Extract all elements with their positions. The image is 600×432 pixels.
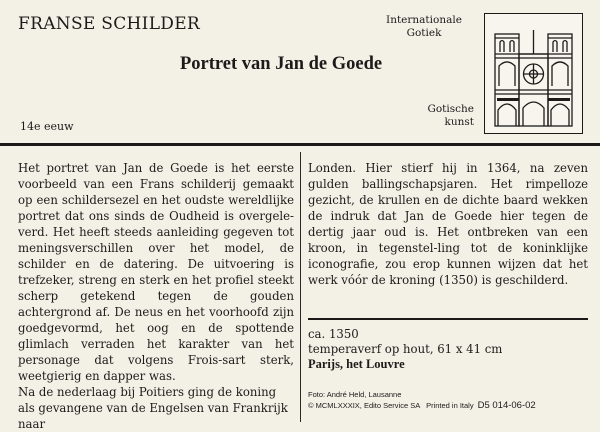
header-rule <box>0 143 600 146</box>
style-bottom-line-1: Gotische <box>427 103 474 115</box>
artwork-date: ca. 1350 <box>308 327 359 341</box>
column-divider <box>300 152 301 422</box>
body-text-right <box>308 160 588 288</box>
style-label-top <box>378 14 470 40</box>
gothic-cathedral-icon <box>484 13 583 134</box>
style-label-bottom <box>400 103 474 129</box>
credits <box>308 389 592 411</box>
style-bottom-line-2: kunst <box>444 116 474 128</box>
body-text-left <box>18 160 294 432</box>
card-code: D5 014-06-02 <box>477 400 536 411</box>
artwork-location: Parijs, het Louvre <box>308 357 405 371</box>
artwork-info <box>308 327 502 372</box>
copyright-line: © MCMLXXXIX, Edito Service SA Printed in Italy <box>308 401 474 410</box>
series-title: FRANSE SCHILDER <box>18 14 201 34</box>
paragraph: Na de nederlaag bij Poitiers ging de koning als gevangene van de Engelsen van Frankrijk naar <box>18 385 288 431</box>
style-top-line-1: Internationale <box>386 14 462 26</box>
paragraph: Londen. Hier stierf hij in 1364, na zeven gulden ballingschapsjaren. Het rimpelloze gezicht, de krullen en de dichte baard wekken de indruk dat Jan de Goede hier tegen de dertig jaar oud is. Het ontbreken van een kroon, in tegenstel-ling tot de koninklijke iconografie, zou erop kunnen wijzen dat het werk vóór de kroning (1350) is geschilderd. <box>308 161 588 287</box>
style-top-line-2: Gotiek <box>406 27 442 39</box>
paragraph: Het portret van Jan de Goede is het eerste voorbeeld van een Frans schilderij gemaakt op een schildersezel en het oudste wereldlijke portret dat ons sinds de Oudheid is overgele-verd. Het heeft steeds aanleiding gegeven tot meningsverschillen over het model, de schilder en de datering. De uitvoering is trefzeker, streng en sterk en het profiel steekt scherp getekend tegen de gouden achtergrond af. De neus en het voorhoofd zijn goedgevormd, het oog en de spottende glimlach verraden het karakter van het personage dat volgens Frois-sart sterk, weetgierig en dapper was. <box>18 161 294 383</box>
info-rule <box>308 318 588 320</box>
photo-credit: Foto: André Held, Lausanne <box>308 390 402 399</box>
century-label: 14e eeuw <box>20 120 74 133</box>
artwork-medium: temperaverf op hout, 61 x 41 cm <box>308 342 503 356</box>
artwork-title: Portret van Jan de Goede <box>180 54 383 74</box>
